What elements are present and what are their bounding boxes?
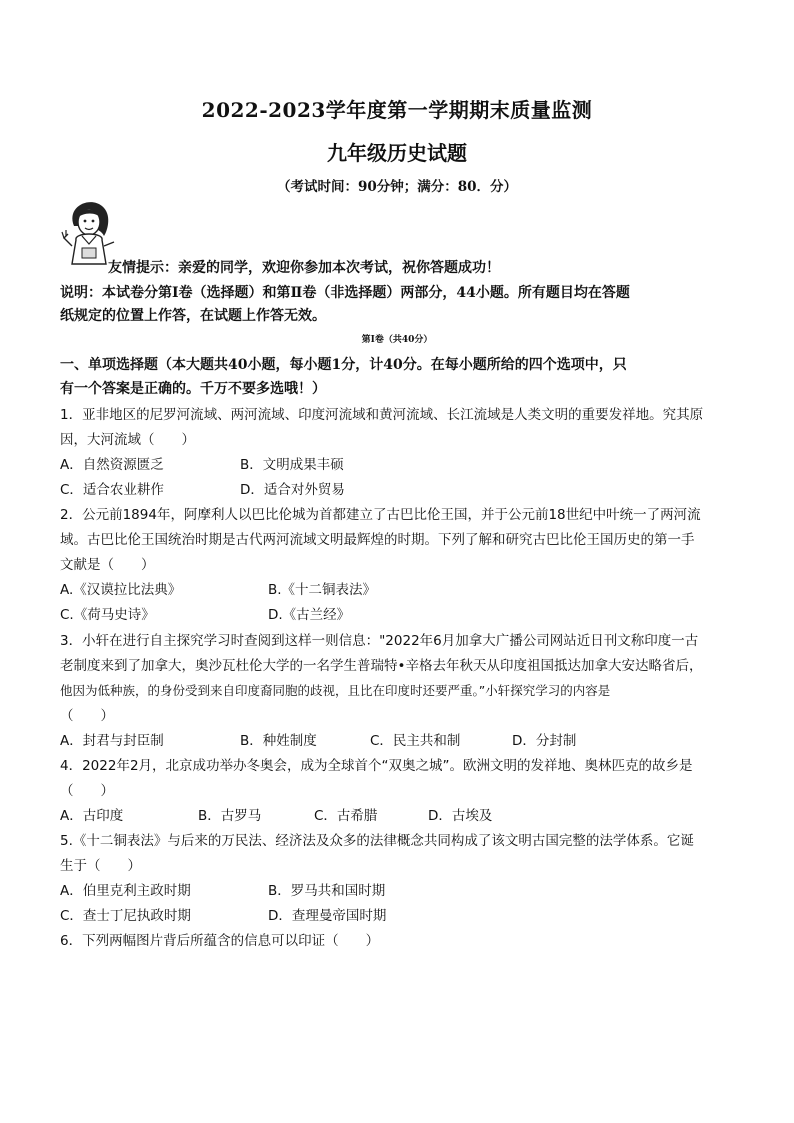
exam-info: （考试时间：90分钟；满分：80．分） — [276, 179, 518, 195]
question-1-line-1: 1．亚非地区的尼罗河流域、两河流域、印度河流域和黄河流域、长江流域是人类文明的重要发祥地。究其原 — [60, 407, 704, 423]
question-4-option-b[interactable]: B．古罗马 — [198, 808, 262, 824]
question-5-option-d[interactable]: D．查理曼帝国时期 — [268, 908, 387, 924]
question-2-line-1: 2．公元前1894年，阿摩利人以巴比伦城为首都建立了古巴比伦王国，并于公元前18世纪中叶统一了两河流 — [60, 507, 701, 523]
question-3-line-2: 老制度来到了加拿大，奥沙瓦杜伦大学的一名学生普瑞特•辛格去年秋天从印度祖国抵达加拿大安达略省后， — [60, 658, 703, 674]
question-3-line-3: 他因为低种族，的身份受到来自印度裔同胞的歧视，且比在印度时还要严重。”小轩探究学习的内容是 — [60, 683, 611, 698]
question-5-option-c[interactable]: C．查士丁尼执政时期 — [60, 908, 191, 924]
question-3-option-b[interactable]: B．种姓制度 — [240, 733, 317, 749]
exam-title: 2022-2023学年度第一学期期末质量监测 — [201, 98, 593, 122]
question-1-option-b[interactable]: B．文明成果丰硕 — [240, 457, 344, 473]
question-1-option-c[interactable]: C．适合农业耕作 — [60, 482, 164, 498]
question-1-line-2: 因，大河流域（ ） — [60, 432, 195, 448]
question-3-line-1: 3．小轩在进行自主探究学习时查阅到这样一则信息："2022年6月加拿大广播公司网站近日刊文称印度一古 — [60, 633, 699, 649]
question-2-option-a[interactable]: A.《汉谟拉比法典》 — [60, 582, 182, 598]
question-2-line-3: 文献是（ ） — [60, 557, 155, 573]
question-1-option-d[interactable]: D．适合对外贸易 — [240, 482, 345, 498]
question-3-option-d[interactable]: D．分封制 — [512, 733, 577, 749]
question-5-line-1: 5.《十二铜表法》与后来的万民法、经济法及众多的法律概念共同构成了该文明古国完整的法学体系。它诞 — [60, 833, 694, 849]
friendly-tip: 友情提示：亲爱的同学，欢迎你参加本次考试，祝你答题成功！ — [108, 260, 500, 276]
question-4-option-c[interactable]: C．古希腊 — [314, 808, 378, 824]
question-3-line-4: （ ） — [60, 708, 114, 724]
question-3-option-a[interactable]: A．封君与封臣制 — [60, 733, 164, 749]
question-5-option-b[interactable]: B．罗马共和国时期 — [268, 883, 386, 899]
question-4-option-d[interactable]: D．古埃及 — [428, 808, 493, 824]
section-heading: 第Ⅰ卷（共40分） — [361, 335, 433, 345]
question-4-line-1: 4．2022年2月，北京成功举办冬奥会，成为全球首个“双奥之城”。欧洲文明的发祥地、奥林匹克的故乡是 — [60, 758, 693, 774]
exam-note-line-2: 纸规定的位置上作答，在试题上作答无效。 — [60, 308, 326, 324]
question-4-option-a[interactable]: A．古印度 — [60, 808, 124, 824]
question-2-option-b[interactable]: B.《十二铜表法》 — [268, 582, 377, 598]
question-2-line-2: 域。古巴比伦王国统治时期是古代两河流域文明最辉煌的时期。下列了解和研究古巴比伦王国历史的第一手 — [60, 532, 695, 548]
question-1-option-a[interactable]: A．自然资源匮乏 — [60, 457, 164, 473]
question-3-option-c[interactable]: C．民主共和制 — [370, 733, 461, 749]
question-5-line-2: 生于（ ） — [60, 858, 141, 874]
exam-subtitle: 九年级历史试题 — [327, 141, 467, 165]
question-2-option-d[interactable]: D.《古兰经》 — [268, 607, 351, 623]
question-2-option-c[interactable]: C.《荷马史诗》 — [60, 607, 155, 623]
question-6-line-1: 6．下列两幅图片背后所蕴含的信息可以印证（ ） — [60, 933, 380, 949]
exam-note-line-1: 说明：本试卷分第Ⅰ卷（选择题）和第Ⅱ卷（非选择题）两部分，44小题。所有题目均在答题 — [60, 285, 630, 301]
cartoon-girl-icon — [60, 196, 116, 266]
question-5-option-a[interactable]: A．伯里克利主政时期 — [60, 883, 191, 899]
question-4-line-2: （ ） — [60, 783, 114, 799]
section-instruction-line-2: 有一个答案是正确的。千万不要多选哦！） — [60, 381, 326, 397]
section-instruction-line-1: 一、单项选择题（本大题共40小题，每小题1分，计40分。在每小题所给的四个选项中，只 — [60, 357, 627, 373]
